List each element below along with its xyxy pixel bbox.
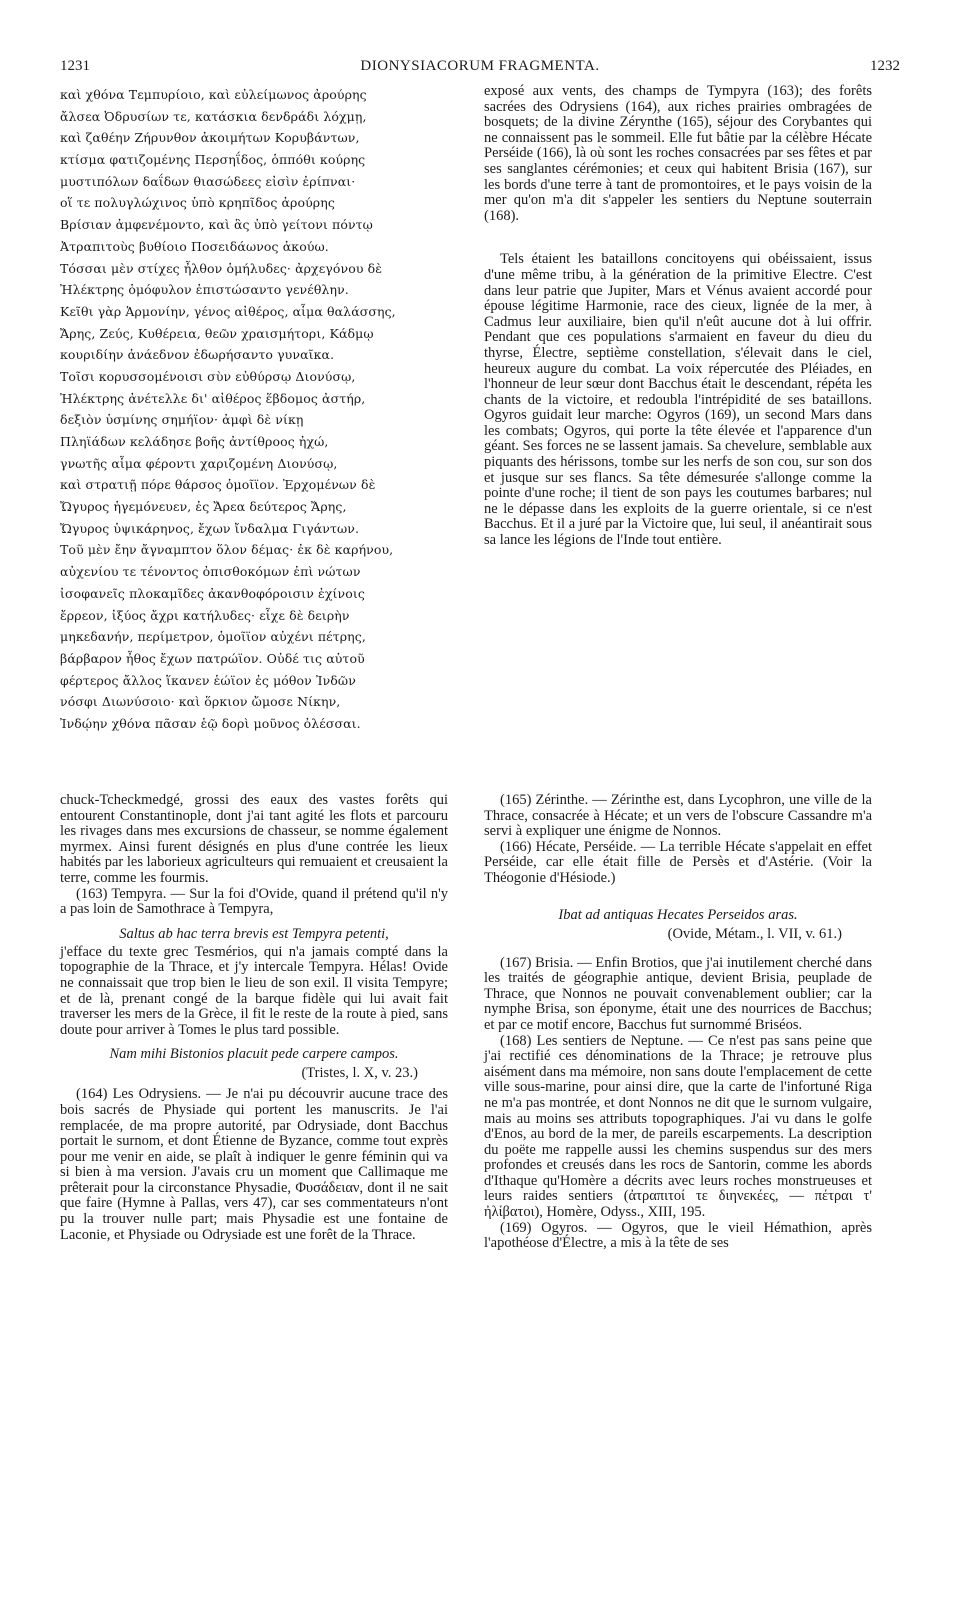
greek-verse-line: αὐχενίου τε τένοντος ὀπισθοκόμων ἐπὶ νώτων — [60, 564, 361, 580]
latin-quote: Nam mihi Bistonios placuit pede carpere campos. — [109, 1046, 399, 1063]
note-continuation: chuck-Tcheckmedgé, grossi des eaux des vastes forêts qui entourent Constantinople, dont j'ai tant agité les flots et parcouru les rivages dans mes excursions de chasseur, se nomme également myrmex. Ainsi furent désignés en plus d'une contrée les lieux habités par les laborieux agriculteurs qui remuaient et creusaient la terre, comme les fourmis. — [60, 792, 448, 886]
greek-verse-line: ἄλσεα Ὀδρυσίων τε, κατάσκια δενδράδι λόχμῃ, — [60, 108, 367, 124]
greek-verse-line: κτίσμα φατιζομένης Περσηΐδος, ὁππόθι κούρης — [60, 152, 366, 168]
translation-block — [484, 84, 872, 549]
greek-verse-line: ἰσοφανεῖς πλοκαμῖδες ἀκανθοφόροισιν ἐχίνοις — [60, 585, 365, 601]
latin-quote: Ibat ad antiquas Hecates Perseidos aras. — [558, 906, 798, 923]
note-163-continued: j'efface du texte grec Tesmérios, qui n'a jamais compté dans la topographie de la Thrace, et j'y intercale Tempyra. Hélas! Ovide ne connaissait que trop bien le lieu de son exil. Il visita Tempyre; et de là, prenant congé de la barque fidèle qui lui avait fait traverser les mers de la Grèce, il fit le reste de la route à pied, sans doute pour arriver à Tomes le plus tard possible. — [60, 943, 448, 1038]
greek-verse-line: ἔρρεον, ἰξύος ἄχρι κατήλυδες· εἶχε δὲ δειρὴν — [60, 607, 350, 623]
right-page-number: 1232 — [870, 58, 900, 74]
greek-verse-line: καὶ ζαθέην Ζήρυνθον ἀκοιμήτων Κορυβάντων, — [60, 130, 360, 146]
translation-paragraph: exposé aux vents, des champs de Tympyra (163); des forêts sacrées des Odrysiens (164), aux riches prairies ombragées de bosquets; de la divine Zérynthe (165), séjour des Corybantes qui ne connaissent pas le sommeil. Elle fut bâtie par la célèbre Hécate Perséide (166), là où sont les roches consacrées par ses fêtes et par ses sanglantes cérémonies; et ceux qui habitent Brisia (167), sur les bords d'une terre à tant de promontoires, et le pays voisin de la mer qu'on m'a dit s'appeler les sentiers du Neptune souterrain (168). — [484, 83, 872, 224]
quote-citation: (Ovide, Métam., l. VII, v. 61.) — [667, 925, 842, 942]
greek-verse-line: Ἠλέκτρης ἀνέτελλε δι' αἰθέρος ἕβδομος ἀστήρ, — [60, 390, 366, 406]
running-header — [60, 58, 900, 82]
greek-verse-line: Ἠλέκτρης ὁμόφυλον ἐπιστώσαντο γενέθλην. — [60, 282, 349, 298]
greek-verse-line: μυστιπόλων δαΐδων θιασώδεες εἰσὶν ἐρίπναι· — [60, 173, 356, 189]
greek-verse-line: Ὤγυρος ἡγεμόνευεν, ἐς Ἄρεα δεύτερος Ἄρης, — [60, 499, 347, 515]
greek-verse-line: βάρβαρον ἦθος ἔχων πατρώϊον. Οὐδέ τις αὐτοῦ — [60, 650, 365, 666]
greek-verse-line: νόσφι Διωνύσοιο· καὶ ὅρκιον ὤμοσε Νίκην, — [60, 694, 341, 710]
note-169: (169) Ogyros. — Ogyros, que le vieil Hémathion, après l'apothéose d'Électre, a mis à la tête de ses — [484, 1219, 872, 1252]
greek-verse-line: Ἰνδῴην χθόνα πᾶσαν ἑῷ δορὶ μοῦνος ὀλέσσαι. — [60, 715, 361, 731]
left-page-number: 1231 — [60, 58, 90, 74]
greek-verse-line: Ὤγυρος ὑψικάρηνος, ἔχων ἴνδαλμα Γιγάντων. — [60, 520, 360, 536]
note-168: (168) Les sentiers de Neptune. — Ce n'est pas sans peine que j'ai rectifié ces dénominations de la Thrace; je retrouve plus aisément dans ma mémoire, non sans doute l'emplacement de cette ville sous-marine, pour ainsi dire, que la carte de l'infortuné Riga ne m'a pas montrée, et dont Nonnos ne dit que le surnom vulgaire, mais au moins ses attributs topographiques. J'ai vu dans le golfe d'Enos, au bord de la mer, de pareils escarpements. La description du poëte me rappelle aussi les chemins suspendus sur des mers profondes et creusés dans les rocs de Santorin, comme les abords d'Ithaque qu'Homère a décrits avec leurs roches monstrueuses et leurs raides sentiers (ἀτραπιτοί τε διηνεκέες, — πέτραι τ' ἠλίβατοι), Homère, Odyss., XIII, 195. — [484, 1032, 872, 1221]
greek-verse-line: καὶ στρατιῇ πόρε θάρσος ὁμοῖϊον. Ἐρχομένων δὲ — [60, 477, 376, 493]
greek-verse-line: Τόσσαι μὲν στίχες ἦλθον ὁμήλυδες· ἀρχεγόνου δὲ — [60, 260, 383, 276]
greek-verse-line: μηκεδανήν, περίμετρον, ὁμοῖϊον αὐχένι πέτρης, — [60, 629, 366, 645]
greek-verse-line: Κεῖθι γὰρ Ἁρμονίην, γένος αἰθέρος, αἷμα θαλάσσης, — [60, 303, 396, 319]
note-163: (163) Tempyra. — Sur la foi d'Ovide, quand il prétend qu'il n'y a pas loin de Samothrace à Tempyra, — [60, 885, 448, 918]
translation-paragraph: Tels étaient les bataillons concitoyens qui obéissaient, issus d'une même tribu, à la génération de la primitive Electre. C'est dans leur patrie que Jupiter, Mars et Vénus avaient accordé pour épouse légitime Harmonie, race des cieux, lignée de la mer, à Cadmus leur auxiliaire, bien qu'il n'eût aucune dot à lui offrir. Pendant que ces populations s'armaient en faveur du dieu du thyrse, Électre, septième constellation, s'élevait dans le ciel, heureux augure du combat. La voix répercutée des Pléiades, en l'honneur de leur sœur dont Bacchus était le descendant, répéta les chants de la victoire, et redoubla l'intrépidité de ses bataillons. Ogyros guidait leur marche: Ogyros (169), un second Mars dans les combats; Ogyros, qui porte la tête élevée et l'apparence d'un géant. Ses forces ne se lassent jamais. Sa chevelure, semblable aux piquants des hérissons, tombe sur les nerfs de son cou, sur son dos et jusque sur ses flancs. Sa tête démesurée s'allonge comme la pointe d'une roche; il tient de son pays les coutumes barbares; nul ne le dépasse dans les exploits de la guerre orientale, si ce n'est Bacchus. Et il a juré par la Victoire que, lui seul, il anéantirait sous sa lance les légions de l'Inde tout entière. — [484, 251, 872, 549]
latin-quote: Saltus ab hac terra brevis est Tempyra petenti, — [119, 925, 389, 942]
note-165: (165) Zérinthe. — Zérinthe est, dans Lycophron, une ville de la Thrace, consacrée à Hécate; et un vers de l'obscure Cassandre m'a servi à expliquer une énigme de Nonnos. — [484, 792, 872, 840]
greek-verse-line: Πληϊάδων κελάδησε βοῆς ἀντίθροος ἠχώ, — [60, 434, 329, 449]
note-166: (166) Hécate, Perséide. — La terrible Hécate s'appelait en effet Perséide, car elle était fille de Persès et d'Astérie. (Voir la Théogonie d'Hésiode.) — [484, 838, 872, 886]
greek-verse-line: Τοῦ μὲν ἔην ἄγναμπτον ὅλον δέμας· ἐκ δὲ καρήνου, — [60, 542, 394, 558]
greek-verse-line: φέρτερος ἄλλος ἵκανεν ἑώϊον ἐς μόθον Ἰνδῶν — [60, 672, 356, 688]
greek-verse-line: γνωτῆς αἷμα φέροντι χαριζομένη Διονύσῳ, — [60, 455, 338, 471]
greek-verse-line: Βρίσιαν ἀμφενέμοντο, καὶ ἃς ὑπὸ γείτονι πόντῳ — [60, 217, 373, 233]
notes-right-column — [484, 793, 872, 1252]
note-167: (167) Brisia. — Enfin Brotios, que j'ai inutilement cherché dans les traités de géographie antique, devient Brisia, peuplade de Thrace, que Nonnos ne pouvait convenablement oublier; car la nymphe Brisa, son éponyme, était une des nourrices de Bacchus; et par ce motif encore, Bacchus fut surnommé Briséos. — [484, 954, 872, 1033]
note-164: (164) Les Odrysiens. — Je n'ai pu découvrir aucune trace des bois sacrés de Physiade qui portent les manuscrits. Je l'ai remplacée, de ma propre autorité, par Odrysiade, dont Bacchus portait le surnom, et dont Étienne de Byzance, comme tout exprès pour me venir en aide, se plaît à indiquer le genre féminin qui va si bien à ma version. J'avais cru un moment que Callimaque me prêterait pour la circonstance Physadie, Φυσάδειαν, dont il ne sait que faire (Hymne à Pallas, vers 47), car ses commentateurs n'ont pu la trouver nulle part; mais Physadie est une fontaine de Laconie, et Physiade ou Odrysiade est une forêt de la Thrace. — [60, 1086, 448, 1243]
greek-verse-block — [60, 84, 448, 735]
greek-verse-line: καὶ χθόνα Τεμπυρίοιο, καὶ εὐλείμωνος ἀρούρης — [60, 87, 367, 102]
greek-verse-line: Ἀτραπιτοὺς βυθίοιο Ποσειδάωνος ἀκούω. — [60, 238, 329, 254]
greek-verse-line: δεξιὸν ὑσμίνης σημήϊον· ἀμφὶ δὲ νίκῃ — [60, 412, 304, 428]
notes-left-column — [60, 793, 448, 1243]
greek-verse-line: κουριδίην ἀνάεδνον ἐδωρήσαντο γυναῖκα. — [60, 347, 335, 363]
greek-verse-line: Ἄρης, Ζεύς, Κυθέρεια, θεῶν χραισμήτορι, Κάδμῳ — [60, 325, 374, 341]
running-title: DIONYSIACORUM FRAGMENTA. — [360, 58, 600, 74]
quote-citation: (Tristes, l. X, v. 23.) — [301, 1065, 418, 1082]
greek-verse-line: Τοῖσι κορυσσομένοισι σὺν εὐθύρσῳ Διονύσῳ, — [60, 368, 356, 384]
greek-verse-line: οἵ τε πολυγλώχινος ὑπὸ κρηπῖδος ἀρούρης — [60, 195, 335, 211]
